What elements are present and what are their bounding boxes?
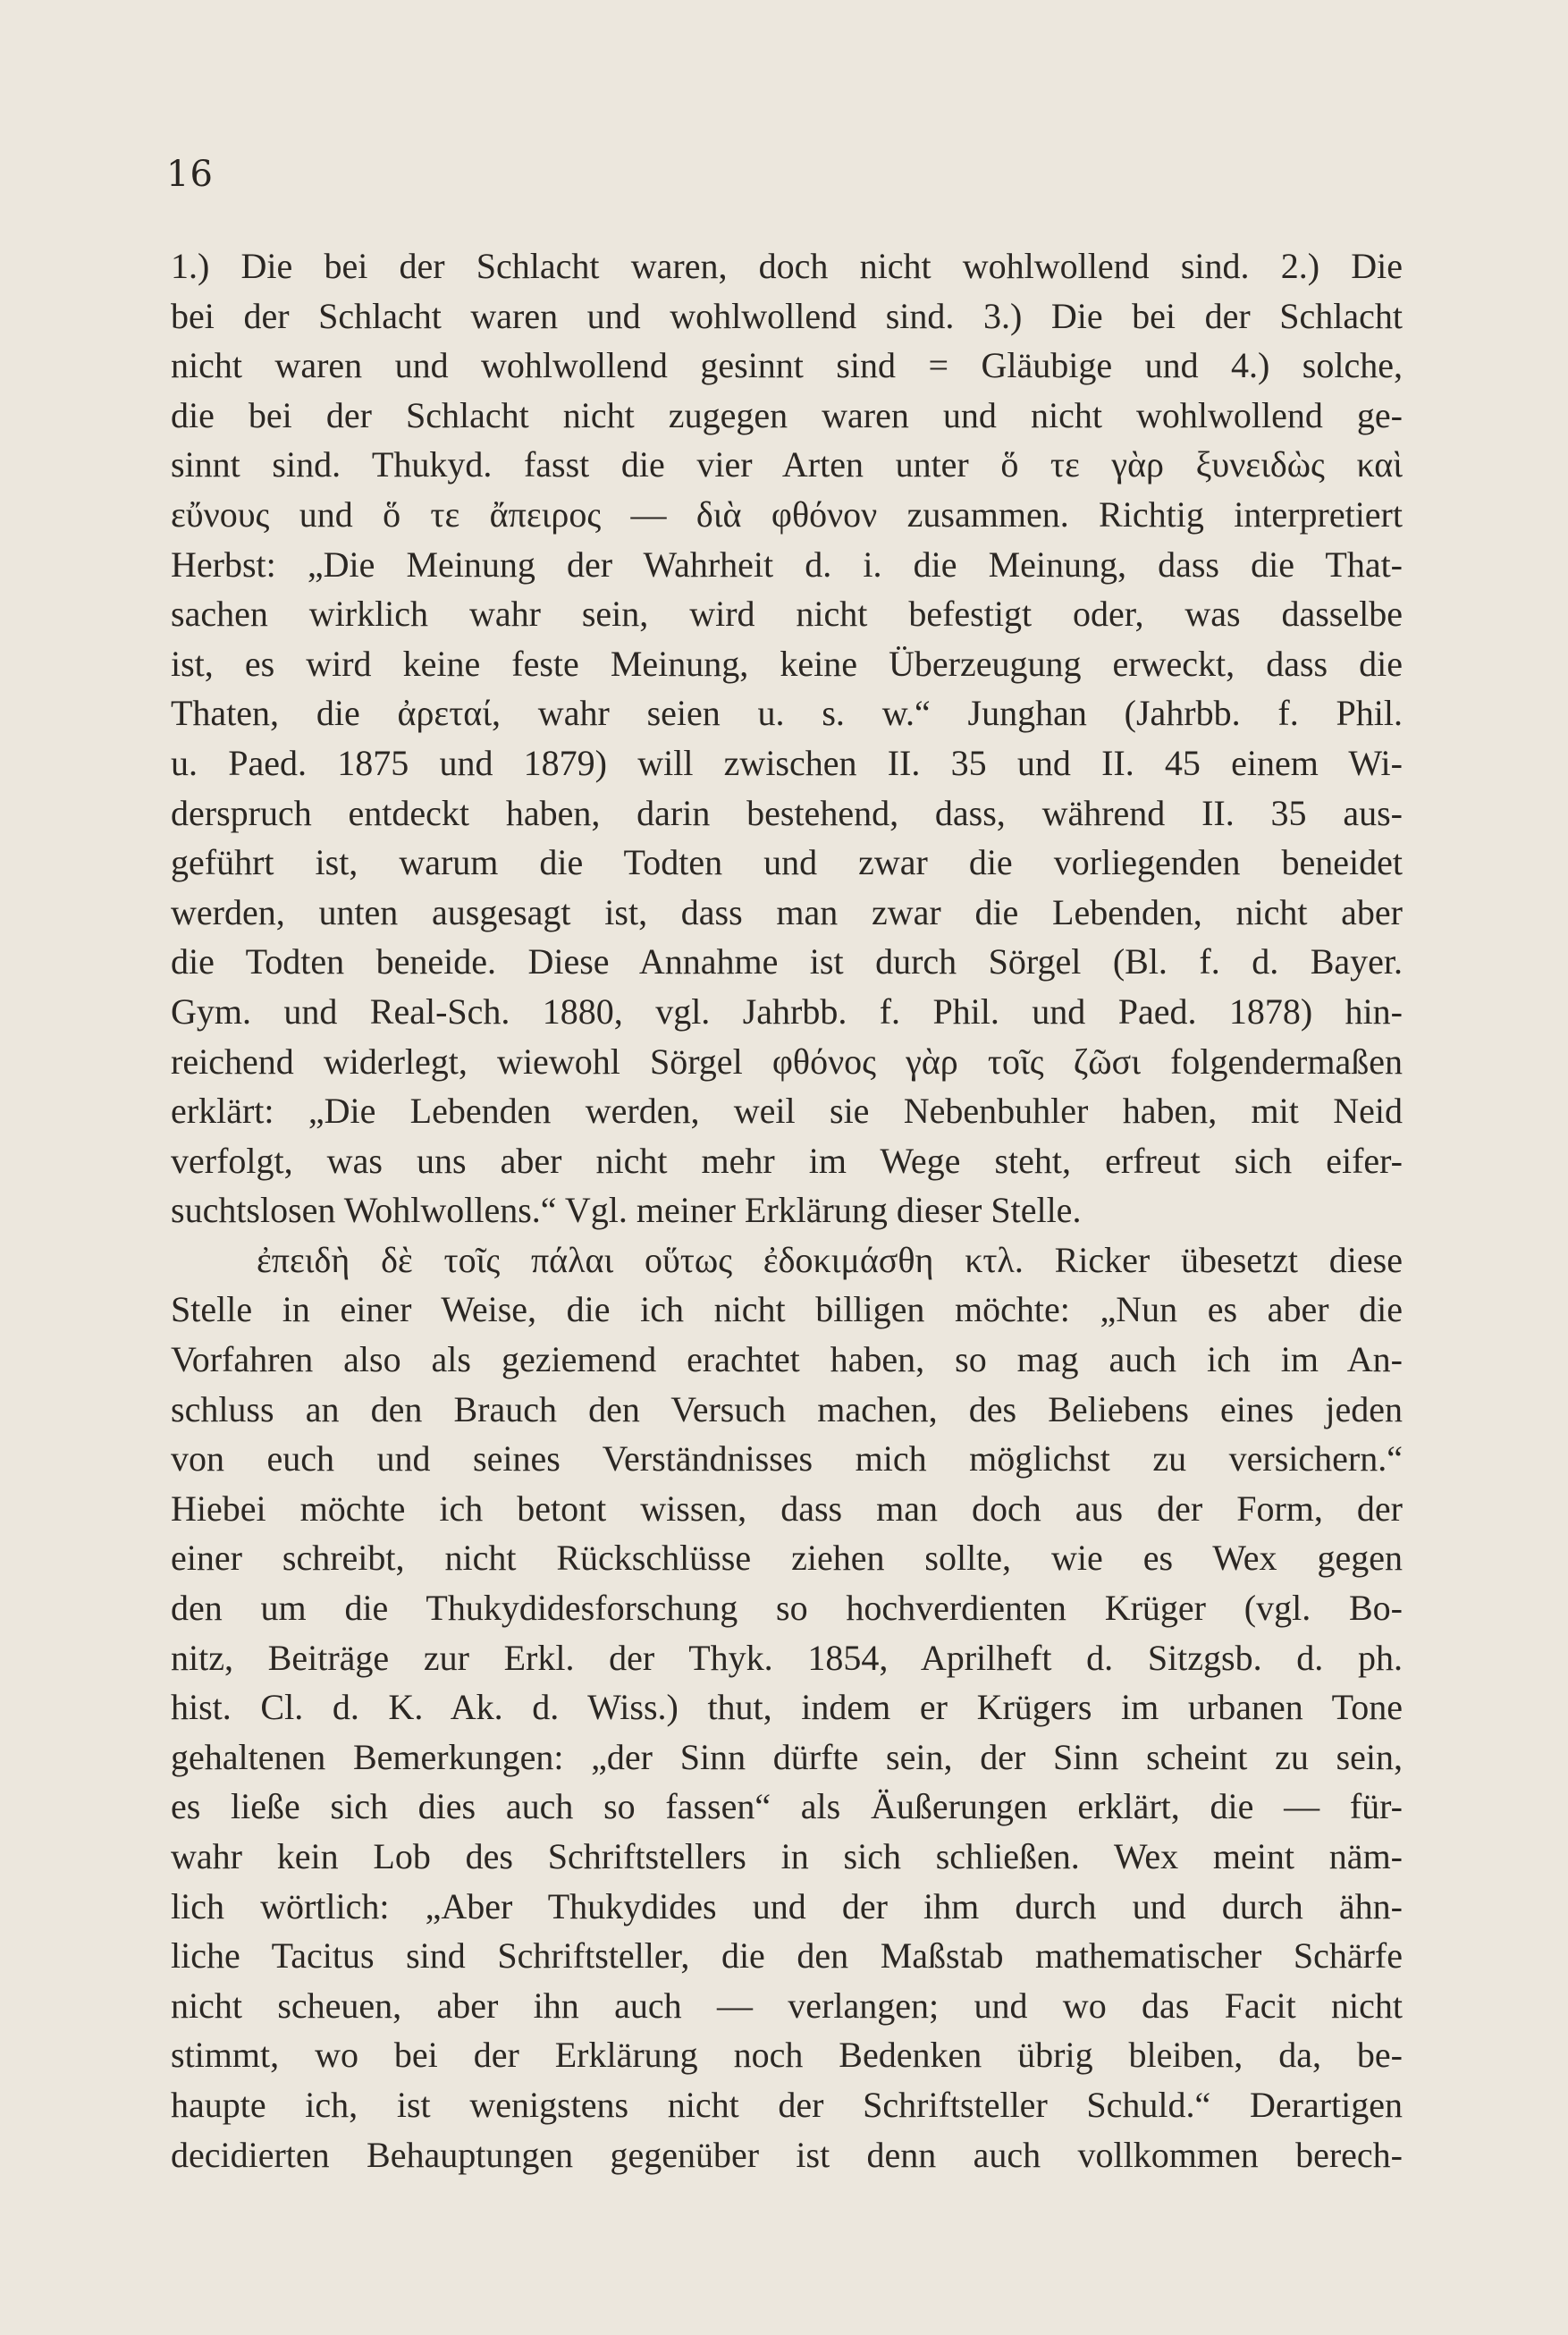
text-line: suchtslosen Wohlwollens.“ Vgl. meiner Erklärung dieser Stelle. [171,1190,1082,1231]
text-line: Vorfahren also als geziemend erachtet haben, so mag auch ich im An- [171,1339,1403,1380]
text-line: decidierten Behauptungen gegenüber ist denn auch vollkommen berech- [171,2134,1403,2175]
text-line: bei der Schlacht waren und wohlwollend sind. 3.) Die bei der Schlacht [171,295,1403,336]
text-line: ἐπειδὴ δὲ τοῖς πάλαι οὕτως ἐδοκιμάσθη κτλ. Ricker übesetzt diese [257,1239,1403,1280]
text-line: Stelle in einer Weise, die ich nicht billigen möchte: „Nun es aber die [171,1289,1403,1330]
text-line: derspruch entdeckt haben, darin bestehend, dass, während II. 35 aus- [171,792,1403,833]
text-line: u. Paed. 1875 und 1879) will zwischen II. 35 und II. 45 einem Wi- [171,742,1403,783]
text-line: stimmt, wo bei der Erklärung noch Bedenken übrig bleiben, da, be- [171,2035,1403,2076]
text-line: hist. Cl. d. K. Ak. d. Wiss.) thut, indem er Krügers im urbanen Tone [171,1687,1403,1728]
body-text [171,241,1403,2179]
text-line: reichend widerlegt, wiewohl Sörgel φθόνος γὰρ τοῖς ζῶσι folgendermaßen [171,1041,1403,1082]
text-line: die bei der Schlacht nicht zugegen waren und nicht wohlwollend ge- [171,394,1403,435]
text-line: gehaltenen Bemerkungen: „der Sinn dürfte sein, der Sinn scheint zu sein, [171,1736,1403,1777]
text-line: von euch und seines Verständnisses mich möglichst zu versichern.“ [171,1438,1403,1479]
text-line: Thaten, die ἀρεταί, wahr seien u. s. w.“ Junghan (Jahrbb. f. Phil. [171,693,1403,734]
text-line: den um die Thukydidesforschung so hochverdienten Krüger (vgl. Bo- [171,1588,1403,1629]
text-line: liche Tacitus sind Schriftsteller, die den Maßstab mathematischer Schärfe [171,1935,1403,1977]
page-number: 16 [166,154,214,195]
text-line: einer schreibt, nicht Rückschlüsse ziehen sollte, wie es Wex gegen [171,1538,1403,1579]
text-line: schluss an den Brauch den Versuch machen, des Beliebens eines jeden [171,1388,1403,1429]
text-line: werden, unten ausgesagt ist, dass man zwar die Lebenden, nicht aber [171,891,1403,932]
text-line: Herbst: „Die Meinung der Wahrheit d. i. die Meinung, dass die That- [171,544,1403,585]
text-line: Hiebei möchte ich betont wissen, dass man doch aus der Form, der [171,1488,1403,1529]
text-line: wahr kein Lob des Schriftstellers in sich schließen. Wex meint näm- [171,1836,1403,1876]
text-line: nitz, Beiträge zur Erkl. der Thyk. 1854, Aprilheft d. Sitzgsb. d. ph. [171,1637,1403,1678]
text-line: erklärt: „Die Lebenden werden, weil sie Nebenbuhler haben, mit Neid [171,1091,1403,1132]
text-line: nicht waren und wohlwollend gesinnt sind = Gläubige und 4.) solche, [171,345,1403,386]
text-line: haupte ich, ist wenigstens nicht der Schriftsteller Schuld.“ Derartigen [171,2084,1403,2125]
text-line: εὔνους und ὅ τε ἄπειρος — διὰ φθόνον zusammen. Richtig interpretiert [171,493,1403,535]
text-line: geführt ist, warum die Todten und zwar die vorliegenden beneidet [171,842,1403,883]
text-line: ist, es wird keine feste Meinung, keine Überzeugung erweckt, dass die [171,643,1403,684]
text-line: nicht scheuen, aber ihn auch — verlangen; und wo das Facit nicht [171,1985,1403,2026]
text-line: lich wörtlich: „Aber Thukydides und der ihm durch und durch ähn- [171,1885,1403,1926]
text-line: 1.) Die bei der Schlacht waren, doch nicht wohlwollend sind. 2.) Die [171,246,1403,286]
text-line: es ließe sich dies auch so fassen“ als Äußerungen erklärt, die — für- [171,1786,1403,1827]
text-line: sachen wirklich wahr sein, wird nicht befestigt oder, was dasselbe [171,594,1403,635]
text-line: die Todten beneide. Diese Annahme ist durch Sörgel (Bl. f. d. Bayer. [171,941,1403,982]
text-line: sinnt sind. Thukyd. fasst die vier Arten unter ὅ τε γὰρ ξυνειδὼς καὶ [171,444,1403,485]
text-line: verfolgt, was uns aber nicht mehr im Wege steht, erfreut sich eifer- [171,1140,1403,1181]
text-line: Gym. und Real-Sch. 1880, vgl. Jahrbb. f. Phil. und Paed. 1878) hin- [171,990,1403,1032]
